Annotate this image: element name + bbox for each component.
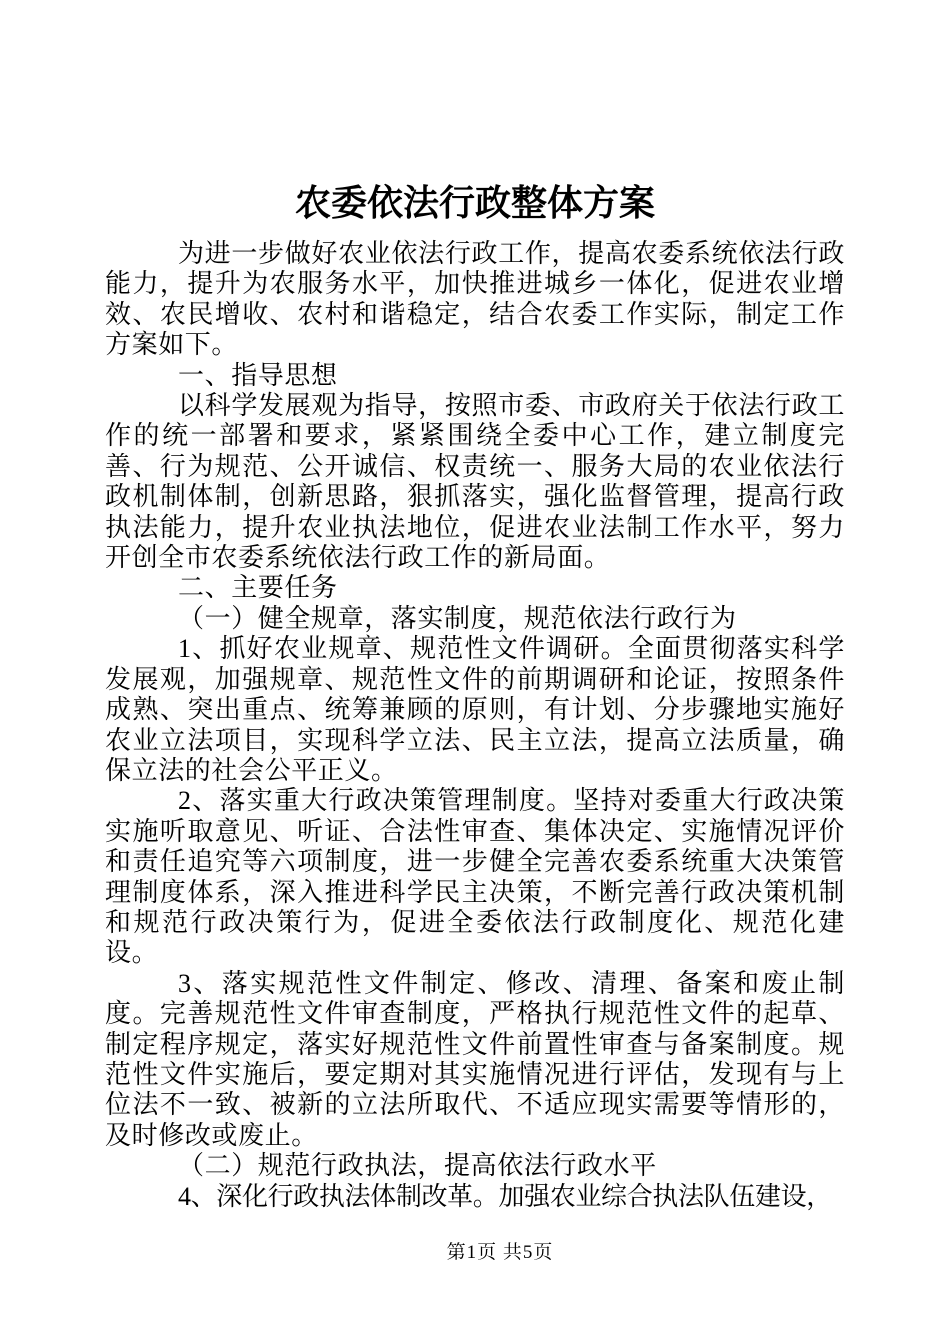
paragraph-task-4: 4、深化行政执法体制改革。加强农业综合执法队伍建设， — [178, 1181, 832, 1211]
document-body — [105, 239, 845, 1212]
paragraph-task-1: 1、抓好农业规章、规范性文件调研。全面贯彻落实科学发展观，加强规章、规范性文件的前期调研和论证，按照条件成熟、突出重点、统筹兼顾的原则，有计划、分步骤地实施好农业立法项目，实现科学立法、民主立法，提高立法质量，确保立法的社会公平正义。 — [105, 634, 845, 785]
page-number-footer: 第1页 共5页 — [446, 1242, 554, 1263]
paragraph-task-3: 3、落实规范性文件制定、修改、清理、备案和废止制度。完善规范性文件审查制度，严格执行规范性文件的起草、制定程序规定，落实好规范性文件前置性审查与备案制度。规范性文件实施后，要定期对其实施情况进行评估，发现有与上位法不一致、被新的立法所取代、不适应现实需要等情形的，及时修改或废止。 — [105, 968, 845, 1150]
subsection-heading-2: （二）规范行政执法，提高依法行政水平 — [178, 1151, 657, 1181]
subsection-heading-1: （一）健全规章，落实制度，规范依法行政行为 — [178, 603, 737, 633]
paragraph-intro: 为进一步做好农业依法行政工作，提高农委系统依法行政能力，提升为农服务水平，加快推进城乡一体化，促进农业增效、农民增收、农村和谐稳定，结合农委工作实际，制定工作方案如下。 — [105, 239, 845, 360]
paragraph-guiding-ideology: 以科学发展观为指导，按照市委、市政府关于依法行政工作的统一部署和要求，紧紧围绕全委中心工作，建立制度完善、行为规范、公开诚信、权责统一、服务大局的农业依法行政机制体制，创新思路，狠抓落实，强化监督管理，提高行政执法能力，提升农业执法地位，促进农业法制工作水平，努力开创全市农委系统依法行政工作的新局面。 — [105, 391, 845, 573]
document-title: 农委依法行政整体方案 — [294, 183, 655, 223]
paragraph-task-2: 2、落实重大行政决策管理制度。坚持对委重大行政决策实施听取意见、听证、合法性审查、集体决定、实施情况评价和责任追究等六项制度，进一步健全完善农委系统重大决策管理制度体系，深入推进科学民主决策，不断完善行政决策机制和规范行政决策行为，促进全委依法行政制度化、规范化建设。 — [105, 786, 845, 968]
section-heading-2: 二、主要任务 — [178, 573, 338, 603]
section-heading-1: 一、指导思想 — [178, 360, 338, 390]
